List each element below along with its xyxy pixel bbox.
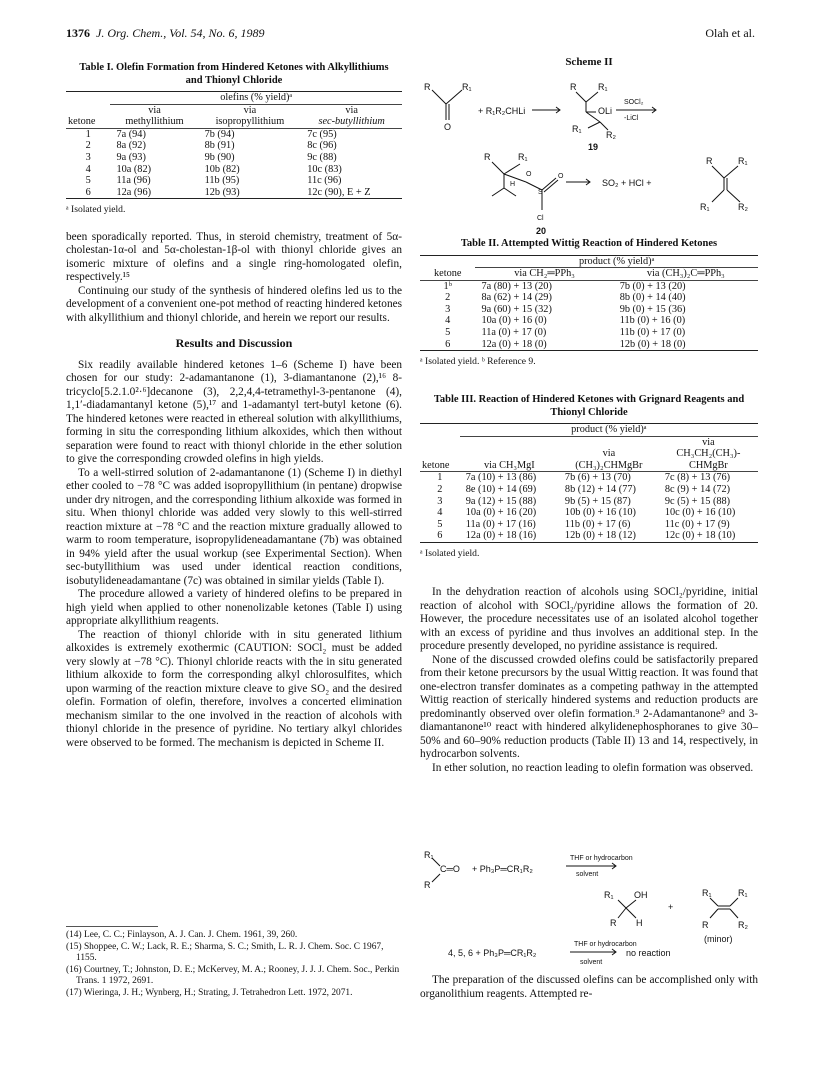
table1-col2-top: via	[243, 104, 257, 116]
scheme2-cs-o: O	[526, 170, 532, 178]
ketone-number-cell: 3	[85, 151, 91, 163]
table2-col1-header: via CH₂═PPh₃	[475, 268, 613, 281]
reference-15: (15) Shoppee, C. W.; Lack, R. E.; Sharma, S. C.; Smith, L. R. J. Chem. Soc. C 1967, 1155.	[66, 942, 384, 963]
scheme2-o-label: O	[444, 121, 452, 132]
table3-col2-r3: (CH₃)₂CHMgBr	[559, 460, 659, 472]
table1-row	[66, 152, 402, 164]
wittig-condition-top: THF or hydrocarbon	[570, 855, 633, 862]
yield-cell: 11b (95)	[204, 175, 240, 187]
table1-col3-bottom: sec-butyllithium	[301, 116, 402, 128]
yield-cell: 9a (60) + 15 (32)	[481, 303, 552, 315]
wittig-carbonyl: C═O	[440, 864, 460, 874]
ketone-number-cell: 5	[85, 175, 91, 187]
yield-cell: 10b (82)	[204, 163, 240, 175]
table3-body	[420, 472, 758, 543]
scheme2-cs-o2: O	[558, 172, 564, 180]
scheme2-alkoxide-r1: R₁	[598, 81, 608, 92]
yield-cell: 9b (90)	[204, 151, 235, 163]
table1-row	[66, 128, 402, 140]
running-header	[66, 26, 755, 41]
scheme2-byproducts: SO₂ + HCl +	[602, 177, 652, 188]
yield-cell: 9b (0) + 15 (36)	[619, 303, 686, 315]
wittig2-condition-bottom: solvent	[580, 959, 603, 966]
ketone-number-cell: 4	[437, 507, 443, 519]
scheme2-r1-label: R₁	[462, 81, 472, 92]
ketone-number-cell: 3	[445, 303, 451, 315]
header-authors: Olah et al.	[705, 26, 755, 40]
yield-cell: 9c (5) + 15 (88)	[664, 495, 731, 507]
ketone-number-cell: 6	[420, 530, 460, 542]
wittig-r: R	[424, 880, 431, 890]
yield-cell: 8b (12) + 14 (77)	[564, 483, 636, 495]
table1-ketone-header: ketone	[66, 116, 110, 128]
yield-cell: 11b (0) + 17 (0)	[619, 327, 686, 339]
right-column-top	[420, 56, 758, 244]
yield-cell: 7c (95)	[307, 128, 337, 140]
wittig-ketones-line: 4, 5, 6 + Ph₃P═CR₁R₂	[448, 948, 537, 958]
yield-cell: 8a (92)	[116, 140, 146, 152]
table3-span-header: product (% yield)ᵃ	[460, 424, 758, 437]
table1-footnote: ᵃ Isolated yield.	[66, 204, 126, 216]
wittig-minor: (minor)	[704, 934, 733, 944]
wittig-olefin-r1: R₁	[702, 888, 712, 898]
yield-cell: 7b (6) + 13 (70)	[564, 472, 631, 484]
yield-cell: 12b (0) + 18 (0)	[614, 339, 758, 351]
scheme2-cs-h: H	[510, 180, 516, 188]
table1-body	[66, 128, 402, 199]
scheme2-oli: OLi	[598, 105, 613, 116]
table2-row	[420, 280, 758, 292]
table3-row	[420, 496, 758, 508]
paragraph-procedure: To a well-stirred solution of 2-adamantanone (1) (Scheme I) in diethyl ether cooled to −78 °C was added isopropyllithium (in pentane) dropwise under dry nitrogen, and the corresponding lithium alkoxide was formed in situ. When thionyl chloride was added very slowly to this well-stirred reaction mixture at −78 °C and the reaction mixture gradually allowed to warm to room temperature, isopropylideneadamantane (7b) was obtained in 94% yield after the usual workup (see Experimental Section). When sec-butyllithium was used under identical reaction conditions, isobutylideneadamantane (7c) was obtained in similar yields (Table I).	[66, 466, 402, 587]
yield-cell: 10c (0) + 16 (10)	[664, 507, 736, 519]
table3-col2-r2: via	[602, 448, 616, 460]
header-left	[66, 26, 265, 41]
ketone-number-cell: 6	[66, 187, 110, 199]
table2-row	[420, 315, 758, 327]
reference-16: (16) Courtney, T.; Johnston, D. E.; McKervey, M. A.; Rooney, J. J. J. Chem. Soc., Perkin Trans. 1 1972, 2691.	[66, 965, 400, 986]
table1-title: Table I. Olefin Formation from Hindered Ketones with Alkyllithiums and Thionyl Chloride	[79, 62, 389, 86]
wittig-olefin-r: R	[702, 920, 709, 930]
wittig2-condition-top: THF or hydrocarbon	[574, 941, 637, 948]
table2-body	[420, 280, 758, 351]
wittig-plus: +	[668, 902, 674, 912]
yield-cell: 7c (8) + 13 (76)	[664, 472, 731, 484]
yield-cell: 8a (62) + 14 (29)	[481, 292, 552, 304]
scheme2-compound-19: 19	[588, 141, 599, 152]
scheme2-diagram	[420, 70, 758, 240]
wittig-condition-bottom: solvent	[576, 871, 599, 878]
table3-footnote: ᵃ Isolated yield.	[420, 547, 480, 559]
yield-cell: 11a (0) + 17 (0)	[481, 327, 547, 339]
scheme2-olefin-r: R	[706, 155, 713, 166]
paragraph-dehydration: In the dehydration reaction of alcohols using SOCl₂/pyridine, initial reaction of alcohol with SOCl₂/pyridine allows the formation of 20. However, the procedure necessitates use of an isolated alcohol together with an excess of pyridine and thus involves an additional step. In the procedure presently developed, no pyridine assistance is required.	[420, 586, 758, 652]
table2-row	[420, 304, 758, 316]
table1-span-header: olefins (% yield)ᵃ	[110, 92, 402, 105]
yield-cell: 8c (96)	[307, 140, 337, 152]
ketone-number-cell: 2	[445, 292, 451, 304]
scheme2-socl2: SOCl₂	[624, 98, 644, 106]
yield-cell: 12a (0) + 18 (16)	[460, 530, 559, 542]
yield-cell: 12b (0) + 18 (12)	[559, 530, 659, 542]
table2-col2-header: via (CH₃)₂C═PPh₃	[614, 268, 758, 281]
table2-row	[420, 327, 758, 339]
ketone-number-cell: 1	[85, 128, 91, 140]
yield-cell: 7b (94)	[204, 128, 235, 140]
yield-cell: 10a (0) + 16 (0)	[481, 315, 547, 327]
paragraph-ether: In ether solution, no reaction leading to olefin formation was observed.	[432, 761, 754, 774]
wittig-oh: OH	[634, 890, 648, 900]
section-heading: Results and Discussion	[175, 336, 293, 351]
wittig-olefin-r1b: R₁	[738, 888, 748, 898]
scheme2-olefin-r1b: R₁	[700, 201, 710, 212]
table2-footnote: ᵃ Isolated yield. ᵇ Reference 9.	[420, 356, 536, 368]
yield-cell: 9c (88)	[307, 151, 337, 163]
yield-cell: 11b (0) + 17 (6)	[564, 518, 631, 530]
scheme2-cs-s: S	[538, 188, 543, 196]
right-column-text	[420, 586, 758, 775]
table2	[420, 255, 758, 352]
table3-col1-r2	[460, 448, 559, 460]
paragraph-steroid: been sporadically reported. Thus, in steroid chemistry, treatment of 5α-cholestan-1α-ol and 5α-cholestan-1β-ol with thionyl chloride gives an isomeric mixture of olefins and a single ring-homologated olefin, respectively.¹⁵	[66, 230, 402, 284]
yield-cell: 12c (90), E + Z	[301, 187, 402, 199]
yield-cell: 10a (82)	[116, 163, 152, 175]
yield-cell: 11c (96)	[307, 175, 342, 187]
wittig-scheme	[420, 848, 758, 972]
scheme2-alkoxide-r: R	[570, 81, 577, 92]
wittig-r1: R₁	[424, 850, 434, 860]
scheme2-cs-r: R	[484, 151, 491, 162]
table2-block	[420, 238, 758, 369]
wittig-prod-h: H	[636, 918, 643, 928]
yield-cell: 9a (93)	[116, 151, 146, 163]
ketone-number-cell: 6	[420, 339, 475, 351]
ketone-number-cell: 2	[437, 483, 443, 495]
table3-title: Table III. Reaction of Hindered Ketones with Grignard Reagents and Thionyl Chloride	[433, 394, 745, 418]
scheme2-olefin-r1: R₁	[738, 155, 748, 166]
yield-cell: 7a (10) + 13 (86)	[465, 472, 537, 484]
yield-cell: 12b (93)	[199, 187, 302, 199]
left-column	[66, 62, 402, 750]
table3-col3-r1: via	[702, 436, 715, 448]
scheme2-cs-r1: R₁	[518, 151, 528, 162]
table3-col1-r1	[460, 436, 559, 448]
yield-cell: 8e (10) + 14 (69)	[465, 483, 537, 495]
table1-row	[66, 175, 402, 187]
table3-col3-r3: CHMgBr	[659, 460, 758, 472]
table2-span-header: product (% yield)ᵃ	[475, 255, 758, 268]
wittig-scheme-block	[420, 848, 758, 977]
scheme2-cs-cl: Cl	[537, 214, 544, 222]
yield-cell: 12a (96)	[110, 187, 198, 199]
table3-col1-r3: via CH₃MgI	[460, 460, 559, 472]
scheme2-compound-20: 20	[536, 225, 547, 236]
paragraph-ketones: Six readily available hindered ketones 1–6 (Scheme I) have been chosen for our study: 2-adamantanone (1), 3-diamantanone (2),¹⁶ 8-tricyclo[5.2.1.0²·⁶]decanone (3), 2,2,4,4-tetramethyl-3-pentanone (4), 1,1′-diadamantanyl ketone (5),¹⁷ and 1-adamantyl tert-butyl ketone (6). The hindered ketones were reacted in ethereal solution with alkyllithiums, forming in situ the corresponding lithium alkoxides, which then without separation were found to react with thionyl chloride in the ether solution to give the corresponding crowded olefins in high yields.	[66, 358, 402, 466]
yield-cell: 12a (0) + 18 (0)	[475, 339, 613, 351]
ketone-number-cell: 1	[437, 472, 443, 484]
table3-row	[420, 507, 758, 519]
table1-row	[66, 164, 402, 176]
table1-row	[66, 140, 402, 152]
table1-col1-top: via	[148, 104, 161, 116]
yield-cell: 8c (9) + 14 (72)	[664, 483, 731, 495]
yield-cell: 11b (0) + 16 (0)	[619, 315, 686, 327]
scheme2-r-label: R	[424, 81, 431, 92]
ketone-number-cell: 2	[85, 140, 91, 152]
table3-col2-r1	[559, 436, 659, 448]
paragraph-mechanism: The reaction of thionyl chloride with in situ generated lithium alkoxides is extremely exothermic (CAUTION: SOCl₂ must be added very slowly at −78 °C). Thionyl chloride reacts with the in situ generated lithium alkoxide to form the corresponding alkyl chlorosulfites, which upon warming of the reaction mixture cleave to give SO₂ and the desired olefin. Formation of olefin, therefore, involves a concerted elimination mechanism similar to the one involved in the reaction of alcohols with thionyl chloride in the presence of pyridine. No tertiary alkyl chlorides were observed to be formed. The mechanism is depicted in Scheme II.	[66, 628, 402, 749]
table1-col1-bottom: methyllithium	[110, 116, 198, 128]
scheme2-title: Scheme II	[565, 56, 613, 68]
yield-cell: 10b (0) + 16 (10)	[564, 507, 636, 519]
wittig-no-reaction: no reaction	[626, 948, 671, 958]
table2-row	[420, 292, 758, 304]
wittig-olefin-r2: R₂	[738, 920, 748, 930]
ketone-number-cell: 4	[85, 163, 91, 175]
wittig-ylide: + Ph₃P═CR₁R₂	[472, 864, 533, 874]
table3	[420, 423, 758, 543]
scheme2-licl: -LiCl	[624, 114, 639, 122]
ketone-number-cell: 5	[445, 327, 451, 339]
yield-cell: 10a (0) + 16 (20)	[465, 507, 537, 519]
wittig-prod-r1: R₁	[604, 890, 614, 900]
reference-14: (14) Lee, C. C.; Finlayson, A. J. Can. J. Chem. 1961, 39, 260.	[66, 930, 298, 940]
table1	[66, 91, 402, 199]
yield-cell: 7a (94)	[116, 128, 146, 140]
page-number: 1376	[66, 26, 90, 40]
table1-col2-bottom: isopropyllithium	[199, 116, 302, 128]
ketone-number-cell: 5	[437, 518, 443, 530]
yield-cell: 7b (0) + 13 (20)	[619, 280, 686, 292]
table2-title: Table II. Attempted Wittig Reaction of Hindered Ketones	[460, 238, 718, 249]
scheme2-olefin-r2: R₂	[738, 201, 748, 212]
paragraph-scope: The procedure allowed a variety of hindered olefins to be prepared in high yield when applied to other nonenolizable ketones (Table I) using appropriate alkyllithium reagents.	[66, 588, 402, 628]
table1-col3-top: via	[345, 104, 358, 116]
yield-cell: 10c (83)	[307, 163, 342, 175]
table2-row	[420, 339, 758, 351]
yield-cell: 7a (80) + 13 (20)	[481, 280, 552, 292]
right-column-bottom	[420, 974, 758, 1001]
table3-block	[420, 394, 758, 560]
yield-cell: 11c (0) + 17 (9)	[664, 518, 730, 530]
table2-ketone-header: ketone	[420, 268, 475, 281]
table1-row	[66, 187, 402, 199]
scheme2-reagent: + R₁R₂CHLi	[478, 105, 526, 116]
scheme2-alkoxide-r2: R₂	[606, 129, 616, 140]
table3-ketone-header: ketone	[420, 460, 460, 472]
wittig-prod-r: R	[610, 918, 617, 928]
table3-row	[420, 519, 758, 531]
table3-row	[420, 530, 758, 542]
paragraph-continuing: Continuing our study of the synthesis of hindered olefins led us to the development of a convenient one-pot method of reacting hindered ketones with alkyllithium and thionyl chloride, and herein we report our results.	[66, 284, 402, 324]
yield-cell: 11a (0) + 17 (16)	[465, 518, 536, 530]
yield-cell: 11a (96)	[116, 175, 151, 187]
yield-cell: 9b (5) + 15 (87)	[564, 495, 631, 507]
yield-cell: 8b (0) + 14 (40)	[619, 292, 686, 304]
reference-17: (17) Wieringa, J. H.; Wynberg, H.; Strating, J. Tetrahedron Lett. 1972, 2071.	[66, 988, 353, 998]
table3-row	[420, 472, 758, 484]
ketone-number-cell: 1ᵇ	[443, 280, 452, 292]
ketone-number-cell: 3	[437, 495, 443, 507]
footnote-rule	[66, 926, 158, 927]
table3-row	[420, 484, 758, 496]
journal-citation: J. Org. Chem., Vol. 54, No. 6, 1989	[96, 26, 265, 40]
yield-cell: 8b (91)	[204, 140, 235, 152]
paragraph-wittig: None of the discussed crowded olefins could be satisfactorily prepared from their ketone precursors by the usual Wittig reaction. It was found that one-electron transfer dominates as a competing pathway in the attempted Wittig reaction of sterically hindered systems and reduction products are predominantly observed over olefin formation.⁹ 2-Adamantanone⁹ and 3-diamantanone¹⁰ react with hindered alkylidenephosphoranes to give 30–50% and 60–90% reduction products (Table II) 13 and 14, respectively, in hydrocarbon solvents.	[420, 653, 758, 760]
table3-col3-r2: CH₃CH₂(CH₃)-	[676, 448, 741, 460]
yield-cell: 12c (0) + 18 (10)	[659, 530, 758, 542]
references	[66, 926, 402, 1000]
yield-cell: 9a (12) + 15 (88)	[465, 495, 537, 507]
paragraph-preparation: The preparation of the discussed olefins can be accomplished only with organolithium reagents. Attempted re-	[420, 974, 758, 1000]
scheme2-alkoxide-r1b: R₁	[572, 123, 582, 134]
ketone-number-cell: 4	[445, 315, 451, 327]
